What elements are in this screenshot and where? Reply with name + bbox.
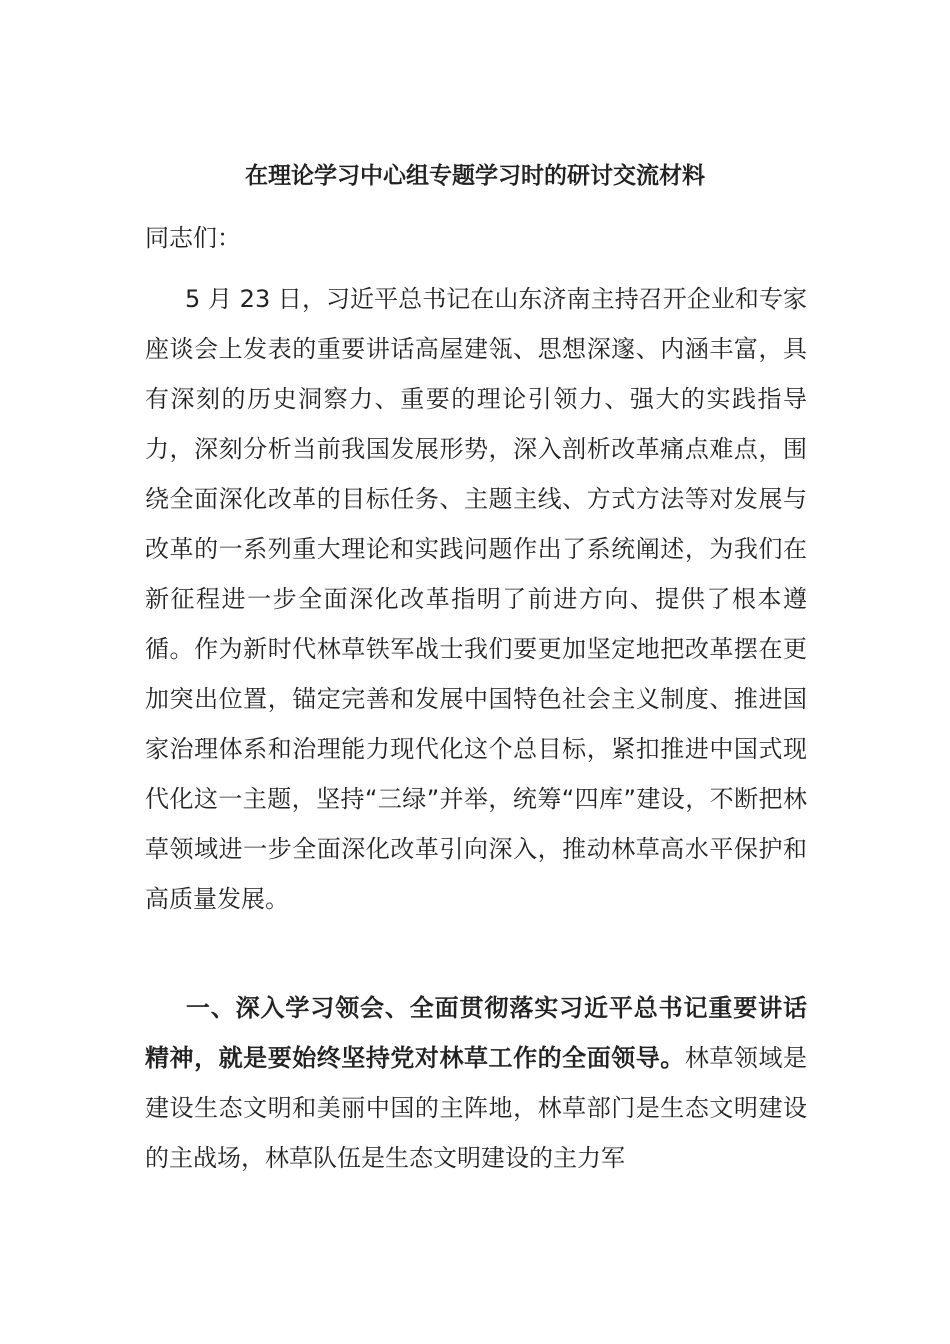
paragraph-2 — [145, 983, 807, 1183]
document-title: 在理论学习中心组专题学习时的研讨交流材料 — [245, 163, 705, 189]
salutation: 同志们： — [145, 224, 241, 252]
paragraph-1 — [145, 274, 807, 924]
section-heading: 一、深入学习领会、全面贯彻落实习近平总书记重要讲话精神，就是要始终坚持党对林草工作的全面领导。 — [145, 994, 807, 1072]
paragraph-2-text: 林草领域是建设生态文明和美丽中国的主阵地，林草部门是生态文明建设的主战场，林草队伍是生态文明建设的主力军 — [145, 1044, 808, 1172]
paragraph-1-text: 5 月 23 日，习近平总书记在山东济南主持召开企业和专家座谈会上发表的重要讲话高屋建瓴、思想深邃、内涵丰富，具有深刻的历史洞察力、重要的理论引领力、强大的实践指导力，深刻分析当前我国发展形势，深入剖析改革痛点难点，围绕全面深化改革的目标任务、主题主线、方式方法等对发展与改革的一系列重大理论和实践问题作出了系统阐述，为我们在新征程进一步全面深化改革指明了前进方向、提供了根本遵循。作为新时代林草铁军战士我们要更加坚定地把改革摆在更加突出位置，锚定完善和发展中国特色社会主义制度、推进国家治理体系和治理能力现代化这个总目标，紧扣推进中国式现代化这一主题，坚持“三绿”并举，统筹“四库”建设，不断把林草领域进一步全面深化改革引向深入，推动林草高水平保护和高质量发展。 — [145, 285, 807, 913]
